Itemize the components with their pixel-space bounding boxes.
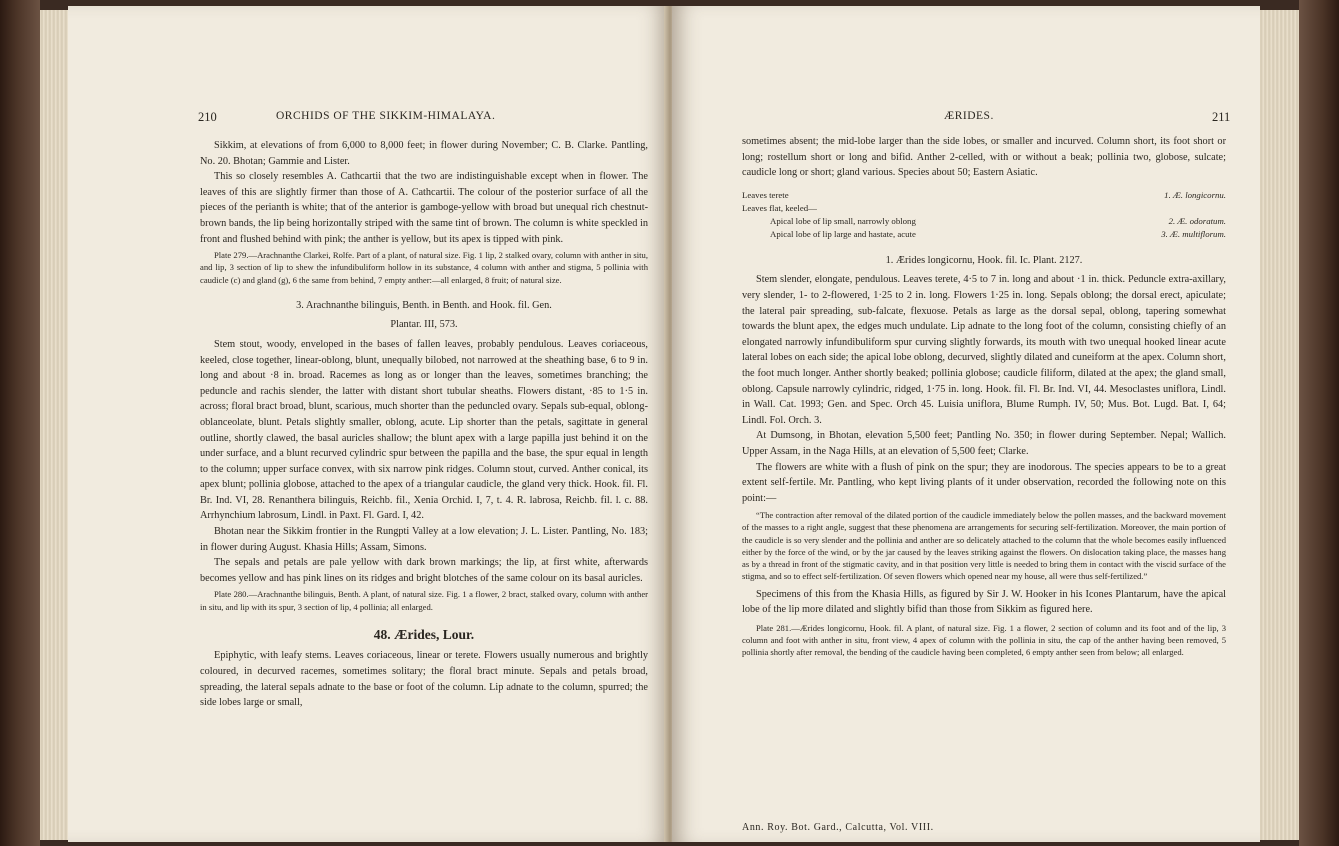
plate-280-caption: Plate 280.—Arachnanthe bilinguis, Benth. A plant, of natural size. Fig. 1 a flower, 2 bract, stalked ovary, column with anther in situ, and lip with its spur, 3 section of lip, 4 pollinia; all enlarged. [200, 589, 648, 612]
genus-description-cont: sometimes absent; the mid-lobe larger than the side lobes, or smaller and incurved. Column short, its foot short or long; rostellum short or long and bifid. Anther 2-celled, with or without a beak; pollinia two, globose, sulcate; caudicle long or short; gland various. Species about 50; Eastern Asiatic. [742, 136, 1226, 179]
right-page-body [742, 134, 1226, 658]
key-row [742, 189, 1226, 202]
key-row [742, 228, 1226, 241]
plate-279-caption: Plate 279.—Arachnanthe Clarkei, Rolfe. Part of a plant, of natural size. Fig. 1 lip, 2 stalked ovary, column with anther in situ, and lip, 3 section of lip to shew the infundibuliform hollow in its substance, 4 column with anther and stigma, 5 pollinia with caudicle (c) and gland (g), 6 the same from behind, 7 empty anther:—all enlarged, 8 fruit; of natural size. [200, 250, 648, 285]
book-binding-left [0, 0, 40, 846]
key-text: Leaves flat, keeled— [742, 202, 817, 213]
species-observation-1: The flowers are white with a flush of pink on the spur; they are inodorous. The species appears to be to a great extent self-fertile. Mr. Pantling, who kept living plants of it under observation, recorded the following note on this point:— [742, 461, 1226, 504]
left-page-body [200, 138, 648, 711]
genus-description-48: Epiphytic, with leafy stems. Leaves coriaceous, linear or terete. Flowers usually numerous and brightly coloured, in decurved racemes, sometimes solitary; the floral bract minute. Sepals and petals broad, spreading, the lateral sepals adnate to the base or foot of the column. Lip adnate to the column, spurred; the side lobes large or small, [200, 650, 648, 709]
key-result [1222, 202, 1226, 215]
running-head-right: ÆRIDES. [944, 110, 994, 122]
page-number-right: 211 [1212, 110, 1231, 124]
paragraph-distribution: Sikkim, at elevations of from 6,000 to 8,000 feet; in flower during November; C. B. Clarke. Pantling, No. 20. Bhotan; Gammie and Lister. [200, 140, 648, 167]
specimens-note: Specimens of this from the Khasia Hills, as figured by Sir J. W. Hooker in his Icones Plantarum, have the apical lobe of the lip more dilated and slightly bifid than those from Sikkim as figured here. [742, 588, 1226, 616]
species-colour-3: The sepals and petals are pale yellow with dark brown markings; the lip, at first white, afterwards becomes yellow and has pink lines on its ridges and bright blotches of the same colour on its basal auricles. [200, 557, 648, 584]
page-stack-right [1259, 10, 1299, 840]
key-result: 1. Æ. longicornu. [1164, 189, 1226, 200]
species-heading-3: 3. Arachnanthe bilinguis, Benth. in Benth. and Hook. fil. Gen. [296, 299, 552, 311]
key-result: 3. Æ. multiflorum. [1161, 228, 1226, 239]
species-heading-1: 1. Ærides longicornu, Hook. fil. Ic. Plant. 2127. [885, 254, 1083, 266]
key-result: 2. Æ. odoratum. [1168, 215, 1226, 226]
key-text: Apical lobe of lip small, narrowly oblong [770, 215, 916, 226]
species-description-3: Stem stout, woody, enveloped in the bases of fallen leaves, probably pendulous. Leaves coriaceous, keeled, close together, linear-oblong, blunt, unequally bilobed, not narrowed at the sheathing base, 6 to 9 in. long and about ·8 in. broad. Racemes as long as or longer than the leaves, sometimes branching; the peduncle and rachis slender, the latter with distant short tubular sheaths. Flowers distant, ·85 to 1·5 in. across; floral bract broad, blunt, scarious, much shorter than the peduncled ovary. Sepals sub-equal, oblong-oblanceolate, blunt. Petals slightly smaller, oblong, acute. Lip shorter than the petals, sagittate in general outline, shortly clawed, the basal auricles shallow; the blunt apex with a large papilla just behind it on the under surface, and a blunt recurved cylindric spur between the papilla and the base, the spur equal in length to the column; upper surface convex, with six narrow pink ridges. Column stout, curved. Anther conical, its apex blunt; pollinia globose, attached to the apex of a triangular caudicle, the gland very thick. Hook. fil. Fl. Br. Ind. VI, 28. Renanthera bilinguis, Reichb. fil., Xenia Orchid. I, 7, t. 4. R. labrosa, Reichb. fil. l. c. 88. Arrhynchium labrosum, Lindl. in Paxt. Fl. Gard. I, 42. [200, 338, 648, 522]
book-binding-right [1299, 0, 1339, 846]
key-row [742, 202, 1226, 215]
species-locality-1: At Dumsong, in Bhotan, elevation 5,500 feet; Pantling No. 350; in flower during September. Nepal; Wallich. Upper Assam, in the Naga Hills, at an elevation of 5,500 feet; Clarke. [742, 430, 1226, 457]
running-head-left: ORCHIDS OF THE SIKKIM-HIMALAYA. [276, 110, 496, 122]
key-row [742, 215, 1226, 228]
footer-imprint: Ann. Roy. Bot. Gard., Calcutta, Vol. VIII. [742, 822, 934, 833]
species-heading-3-ref: Plantar. III, 573. [390, 319, 458, 331]
species-locality-3: Bhotan near the Sikkim frontier in the Rungpti Valley at a low elevation; J. L. Lister. Pantling, No. 183; in flower during August. Khasia Hills; Assam, Simons. [200, 526, 648, 553]
pantling-quote: “The contraction after removal of the dilated portion of the caudicle immediately below the pollen masses, and the backward movement of the masses to a right angle, suggest that these phenomena are arrangements for securing self-fertilization. Moreover, the main portion of the caudicle is so very slender and the pollinia and anther are so delicately attached to the column that the whole becomes easily influenced either by the force of the wind, or by the jar caused by the leaves striking against the flowers. On dislocation taking place, the masses hang as by a thread in front of the stigmatic cavity, and in that position very little is needed to bring them in contact with the viscid surface of the stigma, and so to effect self-fertilization. Of seven flowers which opened near my house, all were thus self-fertilized.” [742, 510, 1226, 582]
genus-heading-48: 48. Ærides, Lour. [373, 626, 475, 642]
right-page [672, 6, 1260, 842]
page-stack-left [40, 10, 68, 840]
page-number-left: 210 [198, 110, 217, 124]
species-description-1: Stem slender, elongate, pendulous. Leaves terete, 4·5 to 7 in. long and about ·1 in. thick. Peduncle extra-axillary, very slender, 1- to 2-flowered, 1·25 to 2 in. long. Flowers 1·25 in. long. Sepals oblong; the dorsal erect, apiculate; the lateral pair spreading, sub-falcate, flexuose. Petals as large as the dorsal sepal, oblong, tapering somewhat towards the blunt apex, the edges much undulate. Lip adnate to the long foot of the column, consisting chiefly of an elongated narrowly infundibuliform spur curving slightly forwards, its mouth with two unequal hooked linear acute lateral lobes on each side; the apical lobe oblong, decurved, slightly dilated and cuneiform at the apex. Column short, the foot much longer. Anther shortly beaked; pollinia globose; caudicle filiform, dilated at the apex; the gland small, oblong. Capsule narrowly cylindric, ridged, 1·75 in. long. Hook. fil. Fl. Br. Ind. VI, 44. Mesoclastes uniflora, Lindl. in Wall. Cat. 1993; Gen. and Spec. Orch 45. Luisia uniflora, Blume Rumph. IV, 50; Mus. Bot. Lugd. Bat. I, 64; Lindl. Fol. Orch. 3. [742, 274, 1226, 426]
plate-281-caption: Plate 281.—Ærides longicornu, Hook. fil. A plant, of natural size. Fig. 1 a flower, 2 section of column and its foot and of the lip, 3 column and foot with anther in situ, front view, 4 apex of column with the pollinia in situ, the cap of the anther having been removed, 5 pollinia shortly after removal, the bending of the caudicle having been completed, 6 empty anther seen from below; all enlarged. [742, 622, 1226, 658]
left-page [68, 6, 668, 842]
paragraph-comparison: This so closely resembles A. Cathcartii that the two are indistinguishable except when in flower. The leaves of this are slightly firmer than those of A. Cathcartii. The colour of the posterior surface of all the pieces of the perianth is white; that of the anterior is gamboge-yellow with broad but unequal rich chestnut-brown bands, the lip being horizontally striped with the same tint of brown. The column is white speckled in front and flushed behind with pink; the anther is yellow, but its apex is tipped with pink. [200, 171, 648, 245]
species-key [742, 189, 1226, 241]
key-text: Apical lobe of lip large and hastate, acute [770, 228, 916, 239]
key-text: Leaves terete [742, 189, 789, 200]
